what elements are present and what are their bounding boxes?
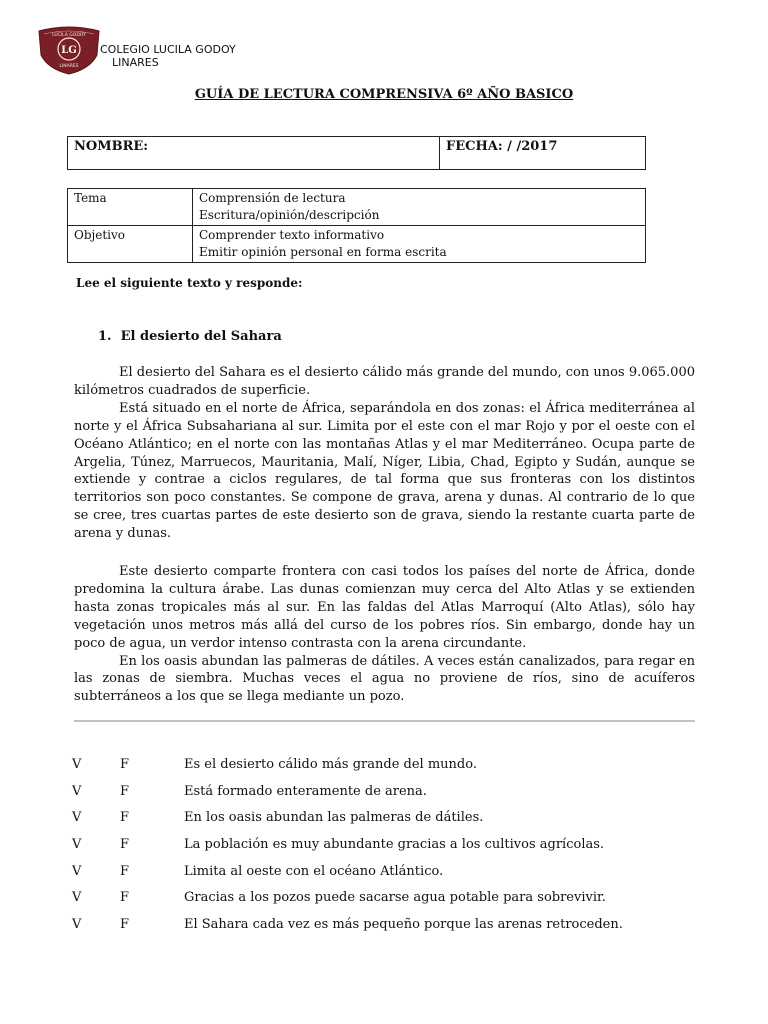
- table-cell-label: Objetivo: [68, 226, 193, 263]
- table-cell-line: Emitir opinión personal en forma escrita: [199, 245, 447, 259]
- section-number: 1.: [98, 329, 112, 344]
- school-city: LINARES: [112, 56, 159, 69]
- table-row: [68, 189, 646, 226]
- table-row: [68, 226, 646, 263]
- list-item: [72, 784, 692, 811]
- objectives-table: [67, 188, 646, 263]
- reading-text-block-1: [74, 364, 695, 543]
- logo-arc-text-bottom: LINARES: [59, 64, 79, 69]
- paragraph: El desierto del Sahara es el desierto cálido más grande del mundo, con unos 9.065.000 kilómetros cuadrados de superficie.: [74, 365, 695, 398]
- paragraph: Este desierto comparte frontera con casi todos los países del norte de África, donde predomina la cultura árabe. Las dunas comienzan muy cerca del Alto Atlas y se extienden hasta zonas tropicales más al sur. En las faldas del Atlas Marroquí (Alto Atlas), sólo hay vegetación unos metros más allá del curso de los pobres ríos. Sin embargo, donde hay un poco de agua, un verdor intenso contrasta con la arena circundante.: [74, 564, 695, 651]
- list-item: [72, 890, 692, 917]
- school-logo: [38, 25, 100, 75]
- false-option[interactable]: F: [120, 890, 130, 906]
- list-item: [72, 837, 692, 864]
- list-item: [72, 917, 692, 944]
- logo-monogram: LG: [61, 45, 77, 56]
- false-option[interactable]: F: [120, 863, 130, 879]
- table-cell-line: Comprensión de lectura: [199, 191, 346, 205]
- school-crest-icon: [38, 25, 100, 75]
- statement-text: Gracias a los pozos puede sacarse agua potable para sobrevivir.: [184, 890, 606, 906]
- statement-text: La población es muy abundante gracias a los cultivos agrícolas.: [184, 837, 605, 853]
- section-title: El desierto del Sahara: [120, 329, 282, 344]
- school-name-text: COLEGIO LUCILA GODOY: [100, 43, 236, 56]
- false-option[interactable]: F: [120, 837, 130, 853]
- true-option[interactable]: V: [72, 837, 82, 853]
- true-option[interactable]: V: [72, 863, 82, 879]
- paragraph: Está situado en el norte de África, separándola en dos zonas: el África mediterránea al norte y el África Subsahariana al sur. Limita por el este con el mar Rojo y por el oeste con el Océano Atlántico; en el norte con las montañas Atlas y el mar Mediterráneo. Ocupa parte de Argelia, Túnez, Marruecos, Mauritania, Malí, Níger, Libia, Chad, Egipto y Sudán, aunque se extiende y contrae a ciclos regulares, de tal forma que sus fronteras con los distintos territorios son poco constantes. Se compone de grava, arena y dunas. Al contrario de lo que se cree, tres cuartas partes de este desierto son de grava, siendo la restante cuarta parte de arena y dunas.: [74, 400, 695, 542]
- table-cell-line: Escritura/opinión/descripción: [199, 208, 380, 222]
- statement-text: El Sahara cada vez es más pequeño porque las arenas retroceden.: [184, 917, 623, 933]
- reading-text-block-2: [74, 563, 695, 706]
- true-false-list: [72, 757, 692, 944]
- true-option[interactable]: V: [72, 757, 82, 772]
- statement-text: Es el desierto cálido más grande del mundo.: [184, 757, 477, 772]
- true-option[interactable]: V: [72, 917, 82, 933]
- false-option[interactable]: F: [120, 757, 130, 772]
- table-cell-value: [193, 226, 646, 263]
- instruction-text: Lee el siguiente texto y responde:: [76, 276, 303, 290]
- paragraph: En los oasis abundan las palmeras de dátiles. A veces están canalizados, para regar en las zonas de siembra. Muchas veces el agua no proviene de ríos, sino de acuíferos subterráneos a los que se llega mediante un pozo.: [74, 653, 695, 705]
- section-divider: [74, 720, 695, 722]
- table-cell-label: Tema: [68, 189, 193, 226]
- date-field[interactable]: [440, 137, 645, 169]
- true-option[interactable]: V: [72, 890, 82, 906]
- false-option[interactable]: F: [120, 810, 130, 826]
- logo-arc-text-top: LUCILA GODOY: [52, 33, 86, 38]
- statement-text: Limita al oeste con el océano Atlántico.: [184, 863, 444, 879]
- statement-text: Está formado enteramente de arena.: [184, 783, 427, 799]
- table-cell-value: [193, 189, 646, 226]
- date-label: FECHA: / /2017: [446, 139, 558, 154]
- table-cell-line: Comprender texto informativo: [199, 228, 385, 242]
- name-field[interactable]: [68, 137, 440, 169]
- false-option[interactable]: F: [120, 917, 130, 933]
- list-item: [72, 810, 692, 837]
- list-item: [72, 864, 692, 891]
- student-info-box: [67, 136, 646, 170]
- true-option[interactable]: V: [72, 783, 82, 799]
- false-option[interactable]: F: [120, 783, 130, 799]
- statement-text: En los oasis abundan las palmeras de dátiles.: [184, 810, 484, 826]
- name-label: NOMBRE:: [74, 139, 149, 154]
- page-title: GUÍA DE LECTURA COMPRENSIVA 6º AÑO BASICO: [194, 87, 574, 102]
- list-item: [72, 757, 692, 784]
- section-heading: [98, 329, 282, 344]
- true-option[interactable]: V: [72, 810, 82, 826]
- school-name: [100, 43, 236, 69]
